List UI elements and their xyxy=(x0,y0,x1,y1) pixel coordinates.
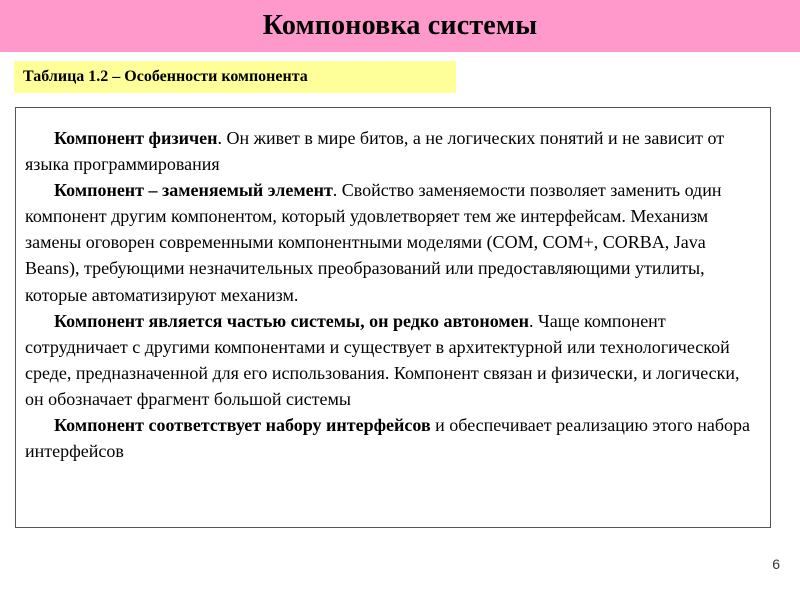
paragraph-heading: Компонент соответствует набору интерфейсов xyxy=(54,415,431,436)
paragraph-text: . Чаще компонент сотрудничает с другими компонентами и существует в архитектурной или технологической среде, предназначенной для его использования. Компонент связан и физически, и логически, он обозначает фрагмент большой системы xyxy=(25,310,740,409)
paragraph-heading: Компонент является частью системы, он редко автономен xyxy=(54,310,530,331)
table-caption: Таблица 1.2 – Особенности компонента xyxy=(23,68,308,85)
content-box xyxy=(15,107,771,528)
paragraph-text: и обеспечивает реализацию этого набора интерфейсов xyxy=(25,415,750,462)
paragraph-physical xyxy=(25,125,756,177)
paragraph-heading: Компонент физичен xyxy=(54,128,218,148)
paragraph-replaceable xyxy=(25,177,756,307)
paragraph-text: . Свойство заменяемости позволяет заменить один компонент другим компонентом, который удовлетворяет тем же интерфейсам. Механизм замены оговорен современными компонентными моделями (COM, COM+, CORBA, Java Beans), требующими незначительных преобразований или предоставляющими утилиты, которые автоматизируют механизм. xyxy=(25,180,722,305)
slide-title: Компоновка системы xyxy=(262,10,538,41)
paragraph-interfaces xyxy=(25,412,756,464)
paragraph-system-part xyxy=(25,308,756,412)
paragraph-text: . Он живет в мире битов, а не логических понятий и не зависит от языка программирования xyxy=(25,128,725,175)
paragraph-heading: Компонент – заменяемый элемент xyxy=(54,180,333,201)
title-bar xyxy=(0,0,800,52)
table-caption-box xyxy=(14,61,456,93)
page-number: 6 xyxy=(772,556,780,572)
